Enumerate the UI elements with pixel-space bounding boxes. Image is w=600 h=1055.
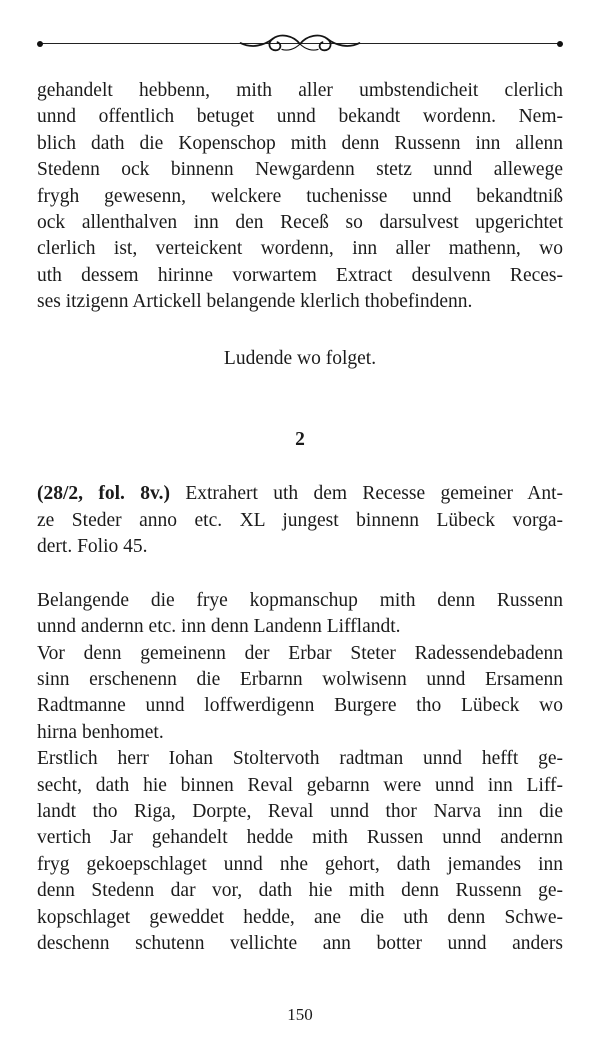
text-line: Vor denn gemeinenn der Erbar Steter Radessendebadenn: [37, 642, 563, 664]
paragraph-1: [37, 78, 563, 316]
text-line: sinn erschenenn die Erbarnn wolwisenn unnd Ersamenn: [37, 668, 563, 690]
text-line: frygh gewesenn, welckere tuchenisse unnd bekandtniß: [37, 185, 563, 207]
section-number: 2: [295, 429, 305, 451]
paragraph-3-lines: [37, 588, 563, 614]
text-line: Radtmanne unnd loffwerdigenn Burgere tho Lübeck wo: [37, 695, 563, 717]
ornament-dot-left: [37, 41, 43, 47]
ornament-dot-right: [557, 41, 563, 47]
text-line: vertich Jar gehandelt hedde mith Russen unnd andernn: [37, 827, 563, 849]
text-line: clerlich ist, verteickent wordenn, inn aller mathenn, wo: [37, 238, 563, 260]
text-line: Stedenn ock binnenn Newgardenn stetz unnd allewege: [37, 159, 563, 181]
header-ornament: [37, 30, 563, 58]
text-line: ock allenthalven inn den Receß so darsulvest upgerichtet: [37, 212, 563, 234]
text-line: kopschlaget geweddet hedde, ane die uth denn Schwe-: [37, 906, 563, 928]
page-number: 150: [287, 1005, 313, 1024]
paragraph-2: [37, 481, 563, 560]
text-line: unnd andernn etc. inn denn Landenn Lifflandt.: [37, 616, 401, 638]
paragraph-2-lines: [37, 508, 563, 534]
text-line: Erstlich herr Iohan Stoltervoth radtman unnd hefft ge-: [37, 748, 563, 770]
text-line: [37, 481, 563, 507]
text-line: uth dessem hirinne vorwartem Extract desulvenn Reces-: [37, 264, 563, 286]
text-line: denn Stedenn dar vor, dath hie mith denn Russenn ge-: [37, 880, 563, 902]
text-line: blich dath die Kopenschop mith denn Russenn inn allenn: [37, 132, 563, 154]
text-line: ze Steder anno etc. XL jungest binnenn Lübeck vorga-: [37, 509, 563, 531]
text-line: ses itzigenn Artickell belangende klerlich thobefindenn.: [37, 291, 473, 313]
text-line: gehandelt hebbenn, mith aller umbstendicheit clerlich: [37, 80, 563, 101]
paragraph-4: [37, 641, 563, 747]
paragraph-1-lines: [37, 78, 563, 289]
text-line: dert. Folio 45.: [37, 536, 148, 558]
paragraph-3: [37, 588, 563, 641]
text-line: hirna benhomet.: [37, 721, 164, 743]
text-line: deschenn schutenn vellichte ann botter unnd anders: [37, 932, 563, 954]
paragraph-4-lines: [37, 641, 563, 720]
folio-reference: (28/2, fol. 8v.): [37, 483, 171, 505]
text-line: landt tho Riga, Dorpte, Reval unnd thor Narva inn die: [37, 800, 563, 822]
paragraph-5: [37, 746, 563, 957]
text-span: Extrahert uth dem Recesse gemeiner Ant-: [170, 483, 563, 505]
calligraphic-flourish-icon: [237, 31, 363, 57]
text-line: Belangende die frye kopmanschup mith denn Russenn: [37, 589, 563, 611]
text-line: fryg gekoepschlaget unnd nhe gehort, dath jemandes inn: [37, 853, 563, 875]
paragraph-5-lines: [37, 746, 563, 957]
text-line: secht, dath hie binnen Reval gebarnn were unnd inn Liff-: [37, 774, 563, 796]
centered-line: Ludende wo folget.: [223, 347, 377, 369]
book-page: [0, 30, 600, 1055]
text-line: unnd offentlich betuget unnd bekandt wordenn. Nem-: [37, 106, 563, 128]
